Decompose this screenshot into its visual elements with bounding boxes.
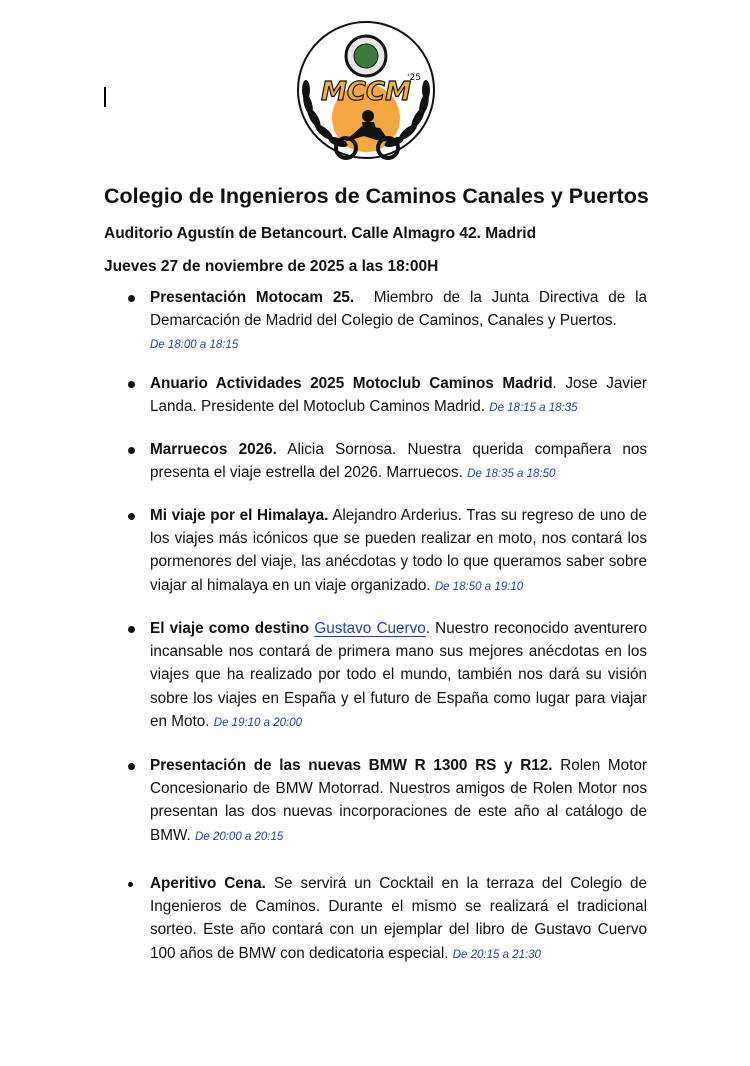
- agenda-item-body: Alejandro Arderius. Tras su regreso de uno de los viajes más icónicos que se pueden realizar en moto, nos contará los pormenores del viaje, las anécdotas y todo lo que queramos saber sobre viajar al himalaya en un viaje organizado.: [150, 507, 647, 594]
- agenda-item: [150, 754, 647, 849]
- agenda-item: [150, 372, 647, 420]
- date-line: Jueves 27 de noviembre de 2025 a las 18:00H: [104, 258, 439, 275]
- agenda-item: [150, 872, 647, 967]
- agenda-item-body: Rolen Motor Concesionario de BMW Motorrad. Nuestros amigos de Rolen Motor nos presentan las dos nuevas incorporaciones de este año al catálogo de BMW.: [150, 757, 647, 844]
- bullet-icon: [128, 447, 135, 454]
- bullet-icon: [128, 882, 133, 887]
- agenda-item-time: De 18:35 a 18:50: [467, 468, 556, 481]
- agenda-item-time: De 18:50 a 19:10: [434, 580, 524, 593]
- agenda-item-title: Anuario Actividades 2025 Motoclub Caminos Madrid: [150, 375, 553, 392]
- agenda-item-body: Miembro de la Junta Directiva de la Demarcación de Madrid del Colegio de Caminos, Canales y Puertos.: [150, 289, 647, 330]
- bullet-icon: [128, 295, 135, 302]
- agenda-item-time: De 18:15 a 18:35: [489, 402, 578, 415]
- agenda-item-body: . Nuestro reconocido aventurero incansable nos contará de primera mano sus mejores anécdotas en los viajes que ha realizado por todo el mundo, también nos dará su visión sobre los viajes en España y el futuro de España como lugar para viajar en Moto.: [150, 620, 648, 730]
- agenda-item-time: De 18:00 a 18:15: [150, 339, 239, 352]
- agenda-item-body: . Jose Javier Landa. Presidente del Motoclub Caminos Madrid.: [150, 375, 647, 416]
- agenda-item-body: Alicia Sornosa. Nuestra querida compañera nos presenta el viaje estrella del 2026. Marruecos.: [150, 441, 648, 482]
- agenda-item-title: Presentación de las nuevas BMW R 1300 RS y R12.: [150, 757, 553, 774]
- logo-year: '25: [407, 73, 421, 83]
- logo-text: MCCM: [321, 77, 411, 107]
- speaker-link[interactable]: Gustavo Cuervo: [314, 620, 426, 637]
- agenda-item-time: De 19:10 a 20:00: [213, 716, 303, 729]
- agenda-item: [150, 504, 647, 599]
- agenda-item: [150, 286, 647, 358]
- agenda-item: [150, 617, 647, 735]
- agenda-item-body: Se servirá un Cocktail en la terraza del Colegio de Ingenieros de Caminos. Durante el mismo se realizará el tradicional sorteo. Este año contará con un ejemplar del libro de Gustavo Cuervo 100 años de BMW con dedicatoria especial.: [150, 875, 648, 962]
- agenda-item-title: Mi viaje por el Himalaya.: [150, 507, 329, 524]
- agenda-item-time: De 20:00 a 20:15: [195, 830, 284, 843]
- agenda-item-title: Aperitivo Cena.: [150, 875, 266, 892]
- bullet-icon: [128, 513, 135, 520]
- bullet-icon: [128, 381, 135, 388]
- text-cursor: [104, 87, 106, 107]
- agenda-item-title: Marruecos 2026.: [150, 441, 277, 458]
- page-title: Colegio de Ingenieros de Caminos Canales y Puertos: [104, 184, 649, 208]
- agenda-item: [150, 438, 647, 486]
- bullet-icon: [128, 763, 135, 770]
- agenda-item-title: El viaje como destino: [150, 620, 310, 637]
- motocam-logo: [284, 18, 448, 172]
- bullet-icon: [128, 626, 135, 633]
- venue-line: Auditorio Agustín de Betancourt. Calle Almagro 42. Madrid: [104, 225, 537, 242]
- agenda-item-title: Presentación Motocam 25.: [150, 289, 355, 306]
- agenda-item-time: De 20:15 a 21:30: [452, 948, 541, 961]
